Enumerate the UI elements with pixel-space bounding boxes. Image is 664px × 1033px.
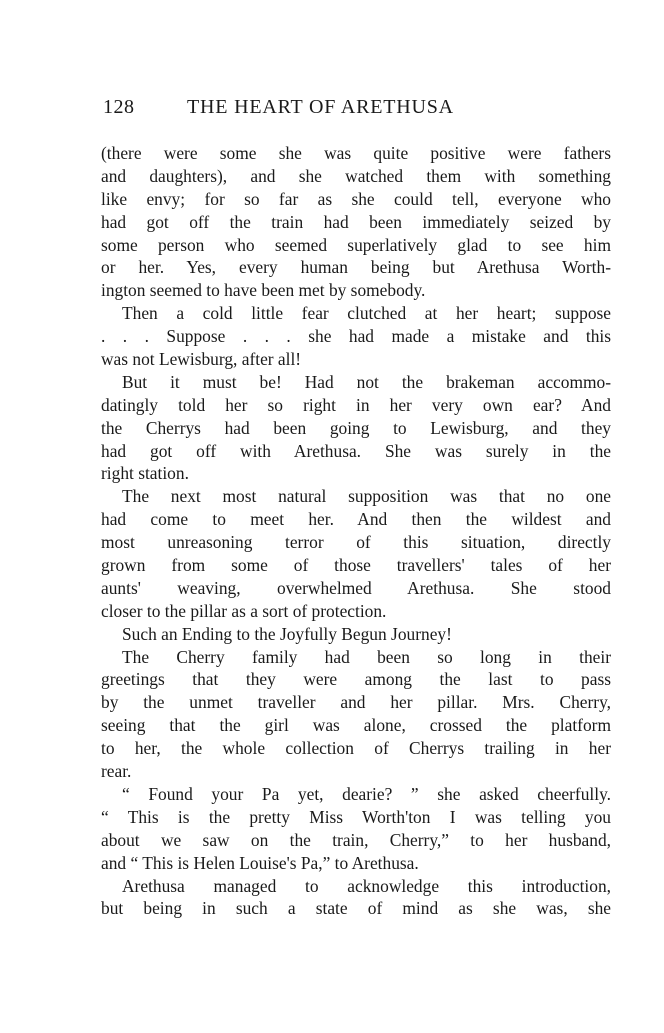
text-line: had got off the train had been immediately seized by xyxy=(101,211,611,232)
text-line: rear. xyxy=(101,761,132,782)
text-line: seeing that the girl was alone, crossed the platform xyxy=(101,715,611,736)
text-line: some person who seemed superlatively glad to see him xyxy=(101,234,611,255)
text-line: was not Lewisburg, after all! xyxy=(101,349,302,370)
body-text xyxy=(101,142,611,920)
text-line: aunts' weaving, overwhelmed Arethusa. She stood xyxy=(101,577,611,598)
text-line: by the unmet traveller and her pillar. Mrs. Cherry, xyxy=(101,692,611,713)
text-line: But it must be! Had not the brakeman accommo- xyxy=(122,371,611,392)
text-line: datingly told her so right in her very own ear? And xyxy=(101,394,611,415)
text-line: to her, the whole collection of Cherrys trailing in her xyxy=(101,738,611,759)
text-line: and daughters), and she watched them with something xyxy=(101,165,611,186)
text-line: grown from some of those travellers' tales of her xyxy=(101,555,611,576)
text-line: “ This is the pretty Miss Worth'ton I was telling you xyxy=(101,806,611,827)
text-line: “ Found your Pa yet, dearie? ” she asked cheerfully. xyxy=(122,783,611,804)
text-line: the Cherrys had been going to Lewisburg, and they xyxy=(101,417,611,438)
running-head xyxy=(103,96,523,122)
text-line: about we saw on the train, Cherry,” to her husband, xyxy=(101,829,611,850)
text-line: and “ This is Helen Louise's Pa,” to Arethusa. xyxy=(101,852,419,873)
text-line: . . . Suppose . . . she had made a mistake and this xyxy=(101,326,611,347)
page-number: 128 xyxy=(103,96,135,118)
text-line: Arethusa managed to acknowledge this introduction, xyxy=(122,875,611,896)
text-line: but being in such a state of mind as she was, she xyxy=(101,898,611,919)
text-line: most unreasoning terror of this situation, directly xyxy=(101,532,611,553)
text-line: Then a cold little fear clutched at her heart; suppose xyxy=(122,303,611,324)
text-line: had come to meet her. And then the wildest and xyxy=(101,509,611,530)
text-line: like envy; for so far as she could tell, everyone who xyxy=(101,188,611,209)
text-line: The next most natural supposition was that no one xyxy=(122,486,611,507)
text-line: or her. Yes, every human being but Arethusa Worth- xyxy=(101,257,611,278)
text-line: greetings that they were among the last to pass xyxy=(101,669,611,690)
text-line: ington seemed to have been met by somebody. xyxy=(101,280,426,301)
text-line: The Cherry family had been so long in their xyxy=(122,646,611,667)
book-title: THE HEART OF ARETHUSA xyxy=(187,96,454,118)
text-line: (there were some she was quite positive were fathers xyxy=(101,143,611,163)
text-line: closer to the pillar as a sort of protection. xyxy=(101,600,387,621)
text-line: Such an Ending to the Joyfully Begun Journey! xyxy=(122,623,452,644)
text-line: right station. xyxy=(101,463,189,484)
text-line: had got off with Arethusa. She was surely in the xyxy=(101,440,611,461)
